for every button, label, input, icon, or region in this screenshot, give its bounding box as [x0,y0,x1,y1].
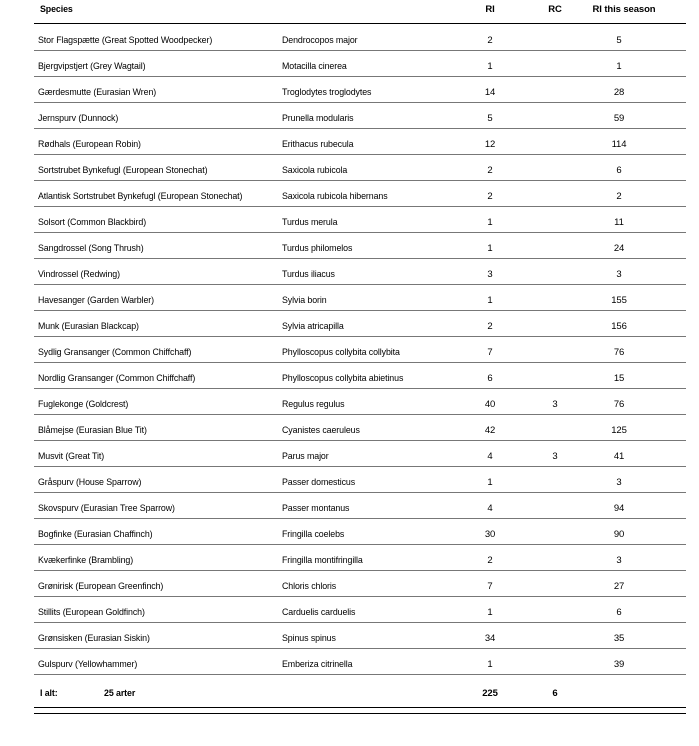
row-divider [34,258,686,259]
row-divider [34,206,686,207]
header-ri: RI [485,4,495,15]
species-latin: Turdus philomelos [282,243,353,254]
header-rc: RC [548,4,562,15]
row-divider [34,466,686,467]
row-divider [34,128,686,129]
species-name: Fuglekonge (Goldcrest) [38,399,129,410]
species-name: Nordlig Gransanger (Common Chiffchaff) [38,373,196,384]
species-ri-this-season: 90 [613,529,625,540]
row-divider [34,570,686,571]
species-name: Sortstrubet Bynkefugl (European Stonechat) [38,165,208,176]
species-ri: 6 [487,373,493,384]
species-ri-this-season: 125 [611,425,627,436]
species-ri-this-season: 28 [613,87,625,98]
species-name: Atlantisk Sortstrubet Bynkefugl (European Stonechat) [38,191,243,202]
species-latin: Phylloscopus collybita collybita [282,347,400,358]
species-latin: Passer montanus [282,503,350,514]
row-divider [34,154,686,155]
species-ri: 34 [484,633,496,644]
species-ri: 40 [484,399,496,410]
species-name: Gærdesmutte (Eurasian Wren) [38,87,157,98]
species-name: Havesanger (Garden Warbler) [38,295,155,306]
species-ri: 2 [487,165,493,176]
species-ri: 1 [487,243,493,254]
species-latin: Regulus regulus [282,399,345,410]
species-name: Gråspurv (House Sparrow) [38,477,142,488]
species-ri-this-season: 2 [616,191,622,202]
species-latin: Fringilla montifringilla [282,555,363,566]
species-ri: 2 [487,191,493,202]
species-latin: Emberiza citrinella [282,659,353,670]
row-divider [34,622,686,623]
species-latin: Fringilla coelebs [282,529,345,540]
species-ri: 1 [487,607,493,618]
species-name: Jernspurv (Dunnock) [38,113,119,124]
species-ri: 7 [487,347,493,358]
species-ri-this-season: 155 [611,295,627,306]
species-ri: 5 [487,113,493,124]
totals-ri: 225 [482,688,498,699]
row-divider [34,388,686,389]
header-species: Species [40,4,73,15]
row-divider [34,102,686,103]
species-ri: 14 [484,87,496,98]
species-ri-this-season: 94 [613,503,625,514]
species-ri-this-season: 27 [613,581,625,592]
species-ri-this-season: 3 [616,269,622,280]
species-ri-this-season: 41 [613,451,625,462]
row-divider [34,544,686,545]
row-divider [34,648,686,649]
species-ri: 2 [487,555,493,566]
species-ri-this-season: 39 [613,659,625,670]
species-ri-this-season: 76 [613,347,625,358]
species-name: Bogfinke (Eurasian Chaffinch) [38,529,153,540]
species-ri-this-season: 1 [616,61,622,72]
species-latin: Saxicola rubicola hibernans [282,191,388,202]
species-ri: 2 [487,321,493,332]
species-ri-this-season: 59 [613,113,625,124]
species-latin: Phylloscopus collybita abietinus [282,373,404,384]
species-name: Sangdrossel (Song Thrush) [38,243,144,254]
species-ri: 2 [487,35,493,46]
species-latin: Sylvia atricapilla [282,321,344,332]
row-divider [34,440,686,441]
row-divider [34,414,686,415]
species-latin: Spinus spinus [282,633,336,644]
table-bottom-divider [34,707,686,708]
species-ri-this-season: 3 [616,477,622,488]
species-ri: 1 [487,477,493,488]
species-ri: 1 [487,659,493,670]
species-ri: 4 [487,503,493,514]
totals-label: I alt: [40,688,58,699]
species-ri-this-season: 76 [613,399,625,410]
row-divider [34,76,686,77]
species-latin: Carduelis carduelis [282,607,356,618]
species-latin: Saxicola rubicola [282,165,348,176]
row-divider [34,180,686,181]
species-ri: 30 [484,529,496,540]
species-latin: Erithacus rubecula [282,139,354,150]
species-latin: Passer domesticus [282,477,356,488]
species-rc: 3 [552,399,558,410]
species-name: Stillits (European Goldfinch) [38,607,145,618]
row-divider [34,518,686,519]
species-ri: 42 [484,425,496,436]
species-ri: 1 [487,217,493,228]
species-name: Grønirisk (European Greenfinch) [38,581,164,592]
species-name: Kvækerfinke (Brambling) [38,555,134,566]
species-name: Gulspurv (Yellowhammer) [38,659,138,670]
species-ri-this-season: 3 [616,555,622,566]
species-latin: Sylvia borin [282,295,327,306]
species-latin: Turdus iliacus [282,269,335,280]
species-ri: 4 [487,451,493,462]
species-ri: 12 [484,139,496,150]
row-divider [34,674,686,675]
species-name: Stor Flagspætte (Great Spotted Woodpecker) [38,35,213,46]
species-ri-this-season: 35 [613,633,625,644]
species-ri-this-season: 5 [616,35,622,46]
species-ri-this-season: 6 [616,607,622,618]
row-divider [34,232,686,233]
totals-rc: 6 [552,688,558,699]
species-rc: 3 [552,451,558,462]
species-name: Solsort (Common Blackbird) [38,217,147,228]
row-divider [34,336,686,337]
species-ri-this-season: 15 [613,373,625,384]
species-name: Grønsisken (Eurasian Siskin) [38,633,150,644]
species-name: Blåmejse (Eurasian Blue Tit) [38,425,147,436]
species-latin: Chloris chloris [282,581,337,592]
header-divider [34,23,686,24]
species-ri-this-season: 24 [613,243,625,254]
species-name: Musvit (Great Tit) [38,451,105,462]
species-ri-this-season: 114 [611,139,627,150]
table-bottom-divider-2 [34,713,686,714]
row-divider [34,50,686,51]
species-latin: Prunella modularis [282,113,354,124]
row-divider [34,492,686,493]
species-latin: Motacilla cinerea [282,61,347,72]
species-latin: Parus major [282,451,329,462]
row-divider [34,310,686,311]
row-divider [34,362,686,363]
species-ri: 1 [487,295,493,306]
species-ri-this-season: 156 [611,321,627,332]
species-name: Sydlig Gransanger (Common Chiffchaff) [38,347,192,358]
species-ri: 7 [487,581,493,592]
species-latin: Turdus merula [282,217,338,228]
species-latin: Cyanistes caeruleus [282,425,360,436]
header-ri-this-season: RI this season [592,4,656,15]
species-name: Skovspurv (Eurasian Tree Sparrow) [38,503,175,514]
species-ri: 3 [487,269,493,280]
row-divider [34,284,686,285]
species-name: Bjergvipstjert (Grey Wagtail) [38,61,146,72]
species-latin: Troglodytes troglodytes [282,87,372,98]
species-name: Rødhals (European Robin) [38,139,141,150]
species-ri: 1 [487,61,493,72]
species-name: Munk (Eurasian Blackcap) [38,321,139,332]
species-ri-this-season: 6 [616,165,622,176]
row-divider [34,596,686,597]
totals-species-count: 25 arter [104,688,136,699]
species-latin: Dendrocopos major [282,35,358,46]
species-ri-this-season: 11 [614,217,624,228]
species-name: Vindrossel (Redwing) [38,269,120,280]
